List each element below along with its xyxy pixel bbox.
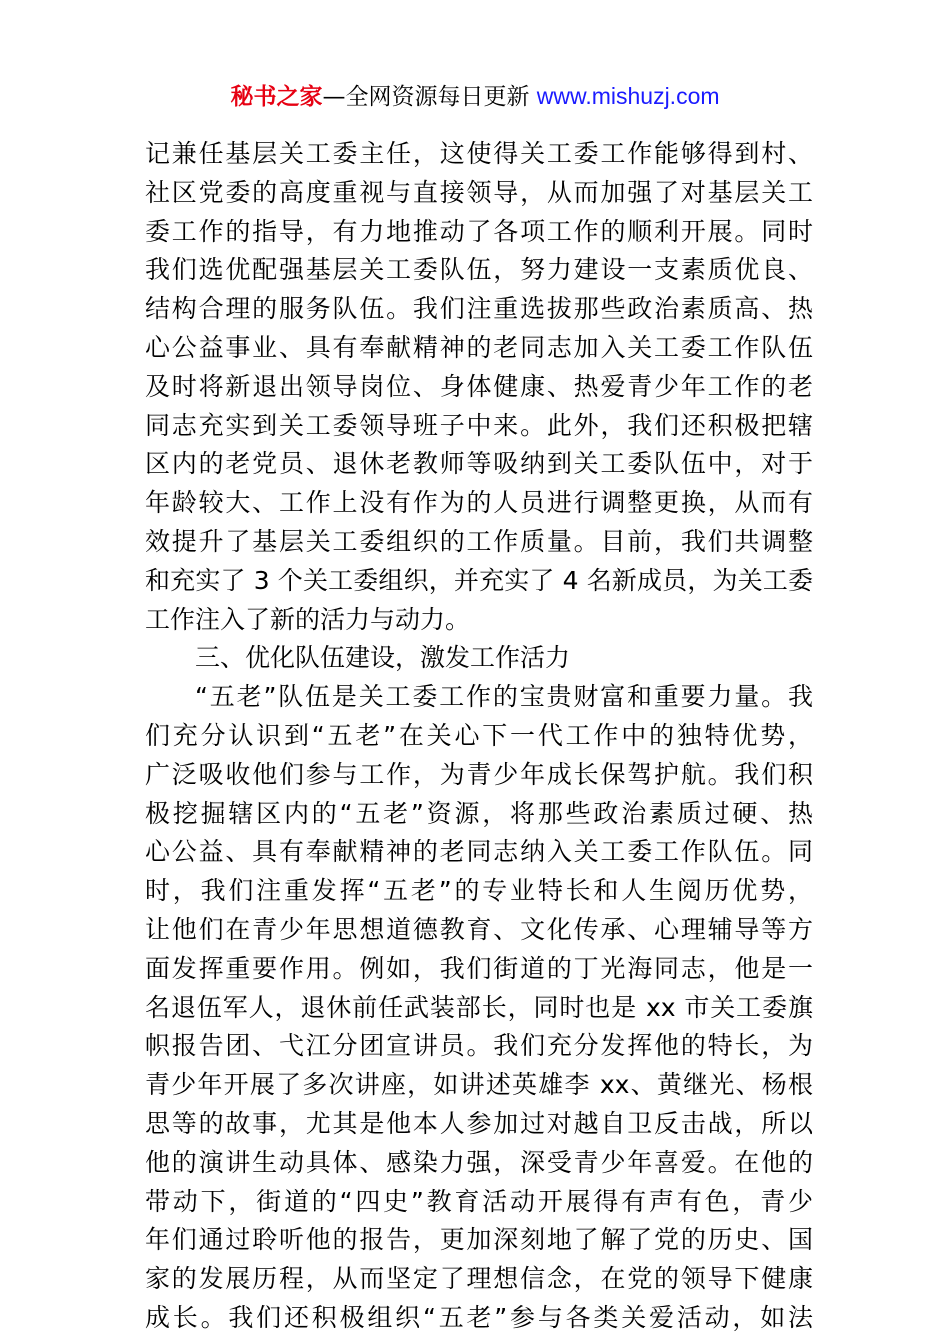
text-line: 青少年开展了多次讲座，如讲述英雄李 xx、黄继光、杨根 (145, 1070, 813, 1100)
text-line: 同志充实到关工委领导班子中来。此外，我们还积极把辖 (145, 410, 813, 440)
text-line: 成长。我们还积极组织“五老”参与各类关爱活动，如法 (145, 1302, 813, 1332)
text-line: 心公益事业、具有奉献精神的老同志加入关工委工作队伍 (145, 332, 813, 362)
text-line: 我们选优配强基层关工委队伍，努力建设一支素质优良、 (145, 255, 813, 285)
text-line: 面发挥重要作用。例如，我们街道的丁光海同志，他是一 (145, 953, 813, 983)
site-tagline: —全网资源每日更新 (322, 84, 530, 110)
text-line: 极挖掘辖区内的“五老”资源，将那些政治素质过硬、热 (145, 798, 813, 828)
section-heading: 三、优化队伍建设，激发工作活力 (195, 643, 571, 673)
text-line: “五老”队伍是关工委工作的宝贵财富和重要力量。我 (195, 682, 813, 712)
site-header (0, 80, 950, 113)
site-brand: 秘书之家 (230, 84, 323, 110)
text-line: 广泛吸收他们参与工作，为青少年成长保驾护航。我们积 (145, 759, 813, 789)
text-line: 年龄较大、工作上没有作为的人员进行调整更换，从而有 (145, 488, 813, 518)
text-line: 年们通过聆听他的报告，更加深刻地了解了党的历史、国 (145, 1225, 813, 1255)
text-line: 区内的老党员、退休老教师等吸纳到关工委队伍中，对于 (145, 449, 813, 479)
text-line: 心公益、具有奉献精神的老同志纳入关工委工作队伍。同 (145, 837, 813, 867)
text-line: 和充实了 3 个关工委组织，并充实了 4 名新成员，为关工委 (145, 565, 813, 595)
text-line: 及时将新退出领导岗位、身体健康、热爱青少年工作的老 (145, 371, 813, 401)
text-line: 工作注入了新的活力与动力。 (145, 604, 471, 634)
text-line: 思等的故事，尤其是他本人参加过对越自卫反击战，所以 (145, 1108, 813, 1138)
text-line: 让他们在青少年思想道德教育、文化传承、心理辅导等方 (145, 914, 813, 944)
text-line: 效提升了基层关工委组织的工作质量。目前，我们共调整 (145, 526, 813, 556)
text-line: 委工作的指导，有力地推动了各项工作的顺利开展。同时 (145, 216, 813, 246)
text-line: 帜报告团、弋江分团宣讲员。我们充分发挥他的特长，为 (145, 1031, 813, 1061)
text-line: 结构合理的服务队伍。我们注重选拔那些政治素质高、热 (145, 294, 813, 324)
text-line: 他的演讲生动具体、感染力强，深受青少年喜爱。在他的 (145, 1147, 813, 1177)
text-line: 带动下，街道的“四史”教育活动开展得有声有色，青少 (145, 1186, 813, 1216)
text-line: 时，我们注重发挥“五老”的专业特长和人生阅历优势， (145, 876, 813, 906)
site-url[interactable]: www.mishuzj.com (536, 83, 720, 109)
document-body (145, 135, 813, 1338)
text-line: 记兼任基层关工委主任，这使得关工委工作能够得到村、 (145, 139, 813, 168)
text-line: 们充分认识到“五老”在关心下一代工作中的独特优势， (145, 720, 813, 750)
text-line: 家的发展历程，从而坚定了理想信念，在党的领导下健康 (145, 1264, 813, 1294)
text-line: 名退伍军人，退休前任武装部长，同时也是 xx 市关工委旗 (145, 992, 813, 1022)
text-line: 社区党委的高度重视与直接领导，从而加强了对基层关工 (145, 177, 813, 207)
